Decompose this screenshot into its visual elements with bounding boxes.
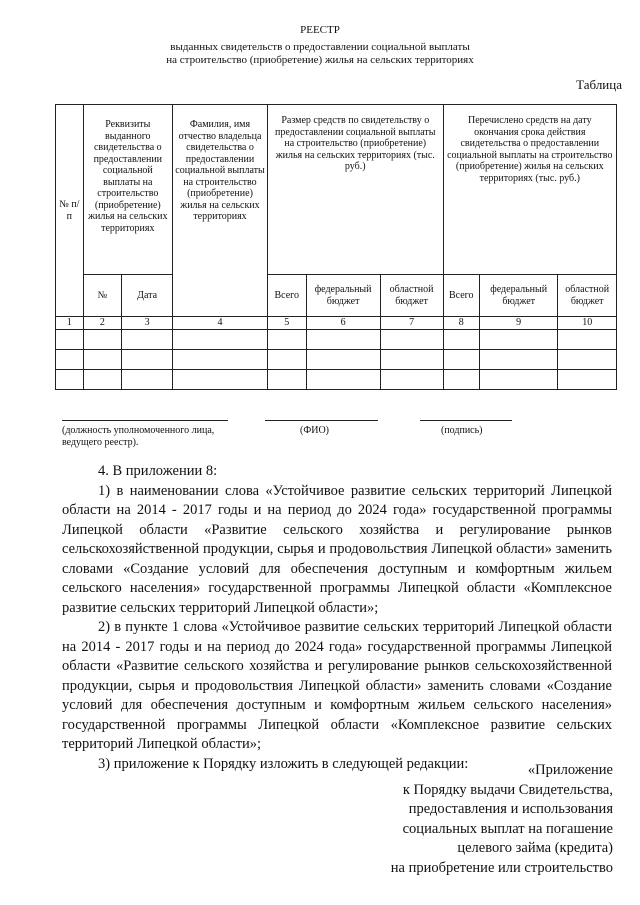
appendix-line: предоставления и использования — [408, 801, 613, 817]
paragraph-4-3: 3) приложение к Порядку изложить в следующей редакции: — [98, 755, 469, 772]
header-cell-amount-regional: областной бюджет — [380, 275, 443, 317]
header-cell-transferred: Перечислено средств на дату окончания срока действия свидетельства о предоставлении социальной выплаты на строительство (приобретение) жилья на сельских территориях (тыс. руб.) — [443, 105, 616, 275]
column-number: 5 — [267, 317, 306, 330]
signature-line-fio — [265, 420, 378, 421]
appendix-heading — [353, 761, 613, 878]
table-row — [56, 370, 617, 390]
column-number: 3 — [122, 317, 173, 330]
signature-line-sign — [420, 420, 512, 421]
header-cell-requisites: Реквизиты выданного свидетельства о предоставлении социальной выплаты на строительство (приобретение) жилья на сельских территориях — [83, 105, 172, 275]
signature-caption-position: (должность уполномоченного лица, ведущего реестр). — [62, 425, 215, 448]
signature-caption-fio: (ФИО) — [300, 425, 330, 436]
table-row — [56, 330, 617, 350]
header-cell-amount-total: Всего — [267, 275, 306, 317]
header-cell-amount-federal: федеральный бюджет — [306, 275, 380, 317]
header-cell-transferred-total: Всего — [443, 275, 479, 317]
paragraph-4: 4. В приложении 8: — [98, 463, 218, 479]
signature-caption-sign: (подпись) — [441, 425, 483, 436]
header-cell-req-no: № — [83, 275, 122, 317]
header-cell-owner: Фамилия, имя отчество владельца свидетельства о предоставлении социальной выплаты на строительство (приобретение) жилья на сельских территориях — [173, 105, 268, 317]
appendix-line: «Приложение — [527, 762, 613, 778]
column-number: 4 — [173, 317, 268, 330]
header-cell-amount: Размер средств по свидетельству о предоставлении социальной выплаты на строительство (приобретение) жилья на сельских территориях (тыс. руб.) — [267, 105, 443, 275]
column-number: 10 — [558, 317, 617, 330]
signature-line-position — [62, 420, 228, 421]
header-cell-transferred-federal: федеральный бюджет — [479, 275, 557, 317]
column-number: 2 — [83, 317, 122, 330]
appendix-line: социальных выплат на погашение — [402, 820, 613, 837]
header-cell-req-date: Дата — [122, 275, 173, 317]
header-cell-transferred-regional: областной бюджет — [558, 275, 617, 317]
paragraph-4-1: 1) в наименовании слова «Устойчивое развитие сельских территорий Липецкой области на 2014 - 2017 годы и на период до 2024 года» государственной программы Липецкой области «Развитие сельского хозяйства и регулирование рынков сельскохозяйственной продукции, сырья и продовольствия Липецкой области» заменить словами «Создание условий для обеспечения доступным и комфортным жильем сельского населения» государственной программы Липецкой области «Комплексное развитие сельских территорий Липецкой области»; — [62, 482, 612, 616]
paragraph-4-2: 2) в пункте 1 слова «Устойчивое развитие сельских территорий Липецкой области на 2014 - 2017 годы и на период до 2024 года» государственной программы Липецкой области «Развитие сельского хозяйства и регулирование рынков сельскохозяйственной продукции, сырья и продовольствия Липецкой области» заменить словами «Создание условий для обеспечения доступным и комфортным жильем сельского населения» государственной программы Липецкой области «Комплексное развитие сельских территорий Липецкой области»; — [62, 619, 612, 752]
column-number: 9 — [479, 317, 557, 330]
appendix-line: целевого займа (кредита) — [457, 840, 613, 856]
column-number: 1 — [56, 317, 84, 330]
table-row — [56, 350, 617, 370]
document-subtitle-2: на строительство (приобретение) жилья на сельских территориях — [166, 54, 474, 66]
appendix-line: на приобретение или строительство — [390, 859, 613, 876]
document-title: РЕЕСТР — [300, 24, 340, 36]
column-number: 6 — [306, 317, 380, 330]
header-cell-no: № п/п — [56, 105, 84, 317]
column-number: 7 — [380, 317, 443, 330]
column-number-row — [56, 317, 617, 330]
appendix-line: к Порядку выдачи Свидетельства, — [402, 781, 613, 798]
registry-table — [55, 104, 617, 390]
document-subtitle-1: выданных свидетельств о предоставлении социальной выплаты — [170, 41, 470, 53]
amendment-text — [62, 462, 612, 774]
column-number: 8 — [443, 317, 479, 330]
table-label: Таблица — [576, 77, 622, 92]
